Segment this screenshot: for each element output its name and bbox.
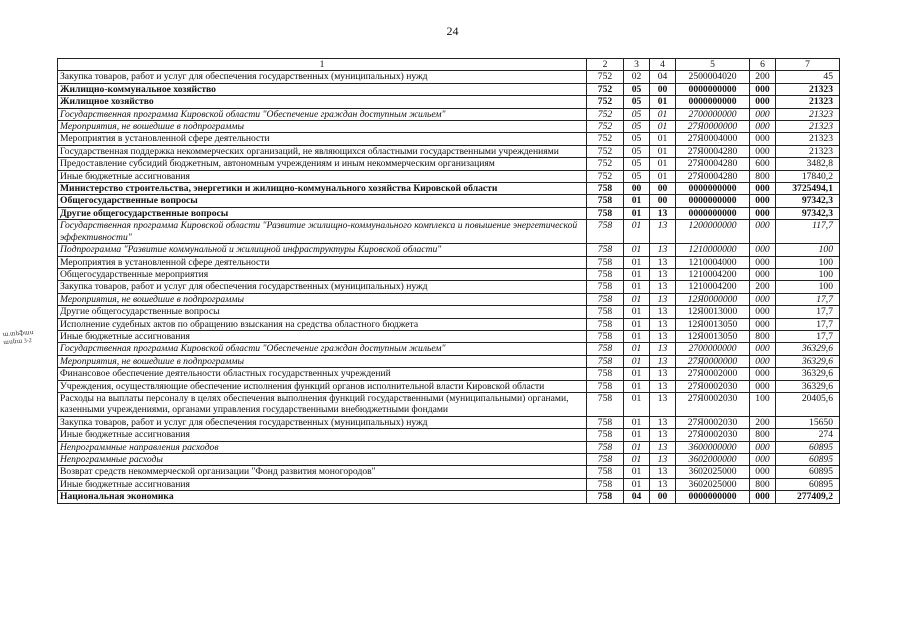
- subsection-code-cell: 13: [650, 478, 676, 490]
- column-header: 2: [587, 59, 624, 71]
- section-code-cell: 01: [624, 416, 650, 428]
- target-article-cell: 2500004020: [676, 71, 750, 83]
- target-article-cell: 12Я0013050: [676, 330, 750, 342]
- row-name-cell: Министерство строительства, энергетики и жилищно-коммунального хозяйства Кировской области: [58, 183, 587, 195]
- table-row: [58, 491, 840, 503]
- table-row: [58, 343, 840, 355]
- column-header: 5: [676, 59, 750, 71]
- amount-cell: 36329,6: [776, 368, 840, 380]
- expense-type-cell: 000: [750, 83, 776, 95]
- column-header: 3: [624, 59, 650, 71]
- table-row: [58, 318, 840, 330]
- subsection-code-cell: 13: [650, 380, 676, 392]
- target-article-cell: 3602025000: [676, 466, 750, 478]
- subsection-code-cell: 00: [650, 183, 676, 195]
- ministry-code-cell: 758: [587, 355, 624, 367]
- target-article-cell: 27Я0002000: [676, 368, 750, 380]
- subsection-code-cell: 01: [650, 121, 676, 133]
- section-code-cell: 01: [624, 466, 650, 478]
- amount-cell: 36329,6: [776, 343, 840, 355]
- amount-cell: 97342,3: [776, 195, 840, 207]
- section-code-cell: 01: [624, 268, 650, 280]
- expense-type-cell: 000: [750, 256, 776, 268]
- ministry-code-cell: 752: [587, 83, 624, 95]
- table-row: [58, 256, 840, 268]
- expense-type-cell: 800: [750, 170, 776, 182]
- table-row: [58, 478, 840, 490]
- row-name-cell: Мероприятия в установленной сфере деятельности: [58, 133, 587, 145]
- subsection-code-cell: 01: [650, 133, 676, 145]
- ministry-code-cell: 758: [587, 183, 624, 195]
- amount-cell: 21323: [776, 83, 840, 95]
- table-row: [58, 293, 840, 305]
- subsection-code-cell: 13: [650, 330, 676, 342]
- amount-cell: 60895: [776, 478, 840, 490]
- ministry-code-cell: 758: [587, 220, 624, 244]
- subsection-code-cell: 13: [650, 220, 676, 244]
- row-name-cell: Мероприятия, не вошедшие в подпрограммы: [58, 355, 587, 367]
- ministry-code-cell: 752: [587, 71, 624, 83]
- expense-type-cell: 000: [750, 121, 776, 133]
- target-article-cell: 1210004000: [676, 256, 750, 268]
- ministry-code-cell: 758: [587, 368, 624, 380]
- target-article-cell: 1210004200: [676, 281, 750, 293]
- target-article-cell: 27Я0004280: [676, 158, 750, 170]
- section-code-cell: 01: [624, 368, 650, 380]
- amount-cell: 17,7: [776, 306, 840, 318]
- column-header: 4: [650, 59, 676, 71]
- table-row: [58, 83, 840, 95]
- ministry-code-cell: 758: [587, 392, 624, 416]
- section-code-cell: 05: [624, 83, 650, 95]
- subsection-code-cell: 13: [650, 454, 676, 466]
- ministry-code-cell: 758: [587, 454, 624, 466]
- subsection-code-cell: 01: [650, 96, 676, 108]
- target-article-cell: 3600000000: [676, 441, 750, 453]
- table-row: [58, 441, 840, 453]
- subsection-code-cell: 13: [650, 318, 676, 330]
- target-article-cell: 0000000000: [676, 195, 750, 207]
- ministry-code-cell: 758: [587, 268, 624, 280]
- expense-type-cell: 200: [750, 71, 776, 83]
- expense-type-cell: 000: [750, 133, 776, 145]
- margin-note-line: ա.տեֆաս: [2, 329, 34, 339]
- column-header: 7: [776, 59, 840, 71]
- row-name-cell: Общегосударственные вопросы: [58, 195, 587, 207]
- row-name-cell: Подпрограмма "Развитие коммунальной и жилищной инфраструктуры Кировской области": [58, 244, 587, 256]
- amount-cell: 21323: [776, 145, 840, 157]
- header-row: [58, 59, 840, 71]
- row-name-cell: Исполнение судебных актов по обращению взыскания на средства областного бюджета: [58, 318, 587, 330]
- table-row: [58, 454, 840, 466]
- row-name-cell: Государственная программа Кировской области "Обеспечение граждан доступным жильем": [58, 343, 587, 355]
- section-code-cell: 01: [624, 244, 650, 256]
- table-row: [58, 392, 840, 416]
- section-code-cell: 01: [624, 355, 650, 367]
- target-article-cell: 3602000000: [676, 454, 750, 466]
- expense-type-cell: 000: [750, 195, 776, 207]
- expense-type-cell: 000: [750, 466, 776, 478]
- amount-cell: 21323: [776, 121, 840, 133]
- row-name-cell: Мероприятия, не вошедшие в подпрограммы: [58, 121, 587, 133]
- table-row: [58, 268, 840, 280]
- section-code-cell: 05: [624, 108, 650, 120]
- amount-cell: 17,7: [776, 330, 840, 342]
- table-row: [58, 108, 840, 120]
- expense-type-cell: 000: [750, 220, 776, 244]
- amount-cell: 100: [776, 268, 840, 280]
- target-article-cell: 0000000000: [676, 96, 750, 108]
- target-article-cell: 12Я0000000: [676, 293, 750, 305]
- expense-type-cell: 000: [750, 108, 776, 120]
- subsection-code-cell: 13: [650, 281, 676, 293]
- subsection-code-cell: 13: [650, 429, 676, 441]
- amount-cell: 60895: [776, 441, 840, 453]
- subsection-code-cell: 13: [650, 306, 676, 318]
- section-code-cell: 01: [624, 343, 650, 355]
- expense-type-cell: 800: [750, 478, 776, 490]
- expense-type-cell: 000: [750, 491, 776, 503]
- expense-type-cell: 600: [750, 158, 776, 170]
- row-name-cell: Финансовое обеспечение деятельности областных государственных учреждений: [58, 368, 587, 380]
- amount-cell: 274: [776, 429, 840, 441]
- row-name-cell: Закупка товаров, работ и услуг для обеспечения государственных (муниципальных) нужд: [58, 71, 587, 83]
- ministry-code-cell: 758: [587, 244, 624, 256]
- amount-cell: 20405,6: [776, 392, 840, 416]
- ministry-code-cell: 758: [587, 429, 624, 441]
- table-row: [58, 183, 840, 195]
- row-name-cell: Иные бюджетные ассигнования: [58, 478, 587, 490]
- section-code-cell: 00: [624, 183, 650, 195]
- expense-type-cell: 000: [750, 244, 776, 256]
- amount-cell: 17840,2: [776, 170, 840, 182]
- subsection-code-cell: 00: [650, 491, 676, 503]
- section-code-cell: 01: [624, 380, 650, 392]
- table-row: [58, 416, 840, 428]
- section-code-cell: 01: [624, 207, 650, 219]
- expense-type-cell: 000: [750, 183, 776, 195]
- amount-cell: 277409,2: [776, 491, 840, 503]
- row-name-cell: Расходы на выплаты персоналу в целях обеспечения выполнения функций государственными (муниципальными) органами, казенными учреждениями, органами управления государственными внебюджетными фондами: [58, 392, 587, 416]
- section-code-cell: 02: [624, 71, 650, 83]
- target-article-cell: 2700000000: [676, 108, 750, 120]
- expense-type-cell: 000: [750, 355, 776, 367]
- amount-cell: 21323: [776, 108, 840, 120]
- subsection-code-cell: 00: [650, 83, 676, 95]
- ministry-code-cell: 758: [587, 466, 624, 478]
- ministry-code-cell: 758: [587, 281, 624, 293]
- ministry-code-cell: 758: [587, 441, 624, 453]
- section-code-cell: 05: [624, 133, 650, 145]
- amount-cell: 97342,3: [776, 207, 840, 219]
- ministry-code-cell: 752: [587, 121, 624, 133]
- expense-type-cell: 000: [750, 343, 776, 355]
- section-code-cell: 05: [624, 145, 650, 157]
- target-article-cell: 0000000000: [676, 83, 750, 95]
- table-row: [58, 220, 840, 244]
- row-name-cell: Другие общегосударственные вопросы: [58, 207, 587, 219]
- subsection-code-cell: 01: [650, 170, 676, 182]
- target-article-cell: 3602025000: [676, 478, 750, 490]
- expense-type-cell: 800: [750, 429, 776, 441]
- ministry-code-cell: 752: [587, 96, 624, 108]
- amount-cell: 21323: [776, 96, 840, 108]
- row-name-cell: Иные бюджетные ассигнования: [58, 429, 587, 441]
- row-name-cell: Государственная поддержка некоммерческих организаций, не являющихся областными государственными учреждениями: [58, 145, 587, 157]
- section-code-cell: 01: [624, 220, 650, 244]
- amount-cell: 100: [776, 281, 840, 293]
- expense-type-cell: 000: [750, 380, 776, 392]
- target-article-cell: 12Я0013000: [676, 306, 750, 318]
- table-row: [58, 158, 840, 170]
- section-code-cell: 01: [624, 293, 650, 305]
- subsection-code-cell: 13: [650, 392, 676, 416]
- amount-cell: 15650: [776, 416, 840, 428]
- target-article-cell: 27Я0002030: [676, 429, 750, 441]
- section-code-cell: 01: [624, 429, 650, 441]
- table-row: [58, 96, 840, 108]
- section-code-cell: 04: [624, 491, 650, 503]
- row-name-cell: Иные бюджетные ассигнования: [58, 330, 587, 342]
- budget-table: [57, 58, 840, 504]
- ministry-code-cell: 752: [587, 108, 624, 120]
- table-row: [58, 195, 840, 207]
- ministry-code-cell: 758: [587, 256, 624, 268]
- table-row: [58, 170, 840, 182]
- amount-cell: 17,7: [776, 293, 840, 305]
- expense-type-cell: 000: [750, 96, 776, 108]
- ministry-code-cell: 758: [587, 491, 624, 503]
- amount-cell: 17,7: [776, 318, 840, 330]
- section-code-cell: 05: [624, 121, 650, 133]
- subsection-code-cell: 00: [650, 195, 676, 207]
- column-header: 1: [58, 59, 587, 71]
- ministry-code-cell: 752: [587, 158, 624, 170]
- section-code-cell: 01: [624, 256, 650, 268]
- section-code-cell: 01: [624, 306, 650, 318]
- target-article-cell: 0000000000: [676, 207, 750, 219]
- subsection-code-cell: 01: [650, 158, 676, 170]
- table-row: [58, 330, 840, 342]
- section-code-cell: 01: [624, 454, 650, 466]
- subsection-code-cell: 01: [650, 145, 676, 157]
- amount-cell: 36329,6: [776, 355, 840, 367]
- expense-type-cell: 000: [750, 145, 776, 157]
- section-code-cell: 01: [624, 330, 650, 342]
- ministry-code-cell: 758: [587, 380, 624, 392]
- target-article-cell: 0000000000: [676, 183, 750, 195]
- row-name-cell: Непрограммные направления расходов: [58, 441, 587, 453]
- target-article-cell: 12Я0013050: [676, 318, 750, 330]
- amount-cell: 60895: [776, 466, 840, 478]
- row-name-cell: Мероприятия в установленной сфере деятельности: [58, 256, 587, 268]
- amount-cell: 3482,8: [776, 158, 840, 170]
- amount-cell: 100: [776, 244, 840, 256]
- subsection-code-cell: 13: [650, 244, 676, 256]
- section-code-cell: 01: [624, 318, 650, 330]
- subsection-code-cell: 13: [650, 441, 676, 453]
- row-name-cell: Закупка товаров, работ и услуг для обеспечения государственных (муниципальных) нужд: [58, 416, 587, 428]
- row-name-cell: Государственная программа Кировской области "Обеспечение граждан доступным жильем": [58, 108, 587, 120]
- target-article-cell: 0000000000: [676, 491, 750, 503]
- table-row: [58, 145, 840, 157]
- ministry-code-cell: 758: [587, 416, 624, 428]
- table-row: [58, 133, 840, 145]
- target-article-cell: 27Я0002030: [676, 392, 750, 416]
- amount-cell: 100: [776, 256, 840, 268]
- subsection-code-cell: 13: [650, 466, 676, 478]
- table-row: [58, 207, 840, 219]
- row-name-cell: Жилищное хозяйство: [58, 96, 587, 108]
- row-name-cell: Возврат средств некоммерческой организации "Фонд развития моногородов": [58, 466, 587, 478]
- expense-type-cell: 000: [750, 268, 776, 280]
- target-article-cell: 27Я0000000: [676, 355, 750, 367]
- table-row: [58, 244, 840, 256]
- table-row: [58, 281, 840, 293]
- amount-cell: 60895: [776, 454, 840, 466]
- section-code-cell: 01: [624, 281, 650, 293]
- expense-type-cell: 000: [750, 441, 776, 453]
- target-article-cell: 1210000000: [676, 244, 750, 256]
- ministry-code-cell: 758: [587, 478, 624, 490]
- ministry-code-cell: 758: [587, 293, 624, 305]
- amount-cell: 36329,6: [776, 380, 840, 392]
- target-article-cell: 1210004200: [676, 268, 750, 280]
- section-code-cell: 05: [624, 170, 650, 182]
- ministry-code-cell: 758: [587, 318, 624, 330]
- expense-type-cell: 000: [750, 318, 776, 330]
- row-name-cell: Закупка товаров, работ и услуг для обеспечения государственных (муниципальных) нужд: [58, 281, 587, 293]
- row-name-cell: Иные бюджетные ассигнования: [58, 170, 587, 182]
- ministry-code-cell: 758: [587, 343, 624, 355]
- amount-cell: 117,7: [776, 220, 840, 244]
- target-article-cell: 27Я0002030: [676, 416, 750, 428]
- amount-cell: 45: [776, 71, 840, 83]
- ministry-code-cell: 758: [587, 306, 624, 318]
- subsection-code-cell: 13: [650, 355, 676, 367]
- expense-type-cell: 100: [750, 392, 776, 416]
- subsection-code-cell: 13: [650, 256, 676, 268]
- target-article-cell: 2700000000: [676, 343, 750, 355]
- page-number: 24: [446, 24, 459, 38]
- table-row: [58, 380, 840, 392]
- row-name-cell: Учреждения, осуществляющие обеспечение исполнения функций органов исполнительной власти Кировской области: [58, 380, 587, 392]
- expense-type-cell: 800: [750, 330, 776, 342]
- target-article-cell: 27Я0000000: [676, 121, 750, 133]
- subsection-code-cell: 13: [650, 268, 676, 280]
- expense-type-cell: 000: [750, 306, 776, 318]
- expense-type-cell: 000: [750, 293, 776, 305]
- section-code-cell: 05: [624, 96, 650, 108]
- expense-type-cell: 000: [750, 454, 776, 466]
- table-row: [58, 429, 840, 441]
- target-article-cell: 27Я0004280: [676, 170, 750, 182]
- subsection-code-cell: 01: [650, 108, 676, 120]
- table-row: [58, 121, 840, 133]
- subsection-code-cell: 04: [650, 71, 676, 83]
- ministry-code-cell: 758: [587, 207, 624, 219]
- expense-type-cell: 000: [750, 368, 776, 380]
- section-code-cell: 01: [624, 392, 650, 416]
- ministry-code-cell: 758: [587, 330, 624, 342]
- ministry-code-cell: 752: [587, 145, 624, 157]
- section-code-cell: 01: [624, 478, 650, 490]
- row-name-cell: Другие общегосударственные вопросы: [58, 306, 587, 318]
- row-name-cell: Национальная экономика: [58, 491, 587, 503]
- table-row: [58, 306, 840, 318]
- row-name-cell: Государственная программа Кировской области "Развитие жилищно-коммунального комплекса и повышение энергетической эффективности": [58, 220, 587, 244]
- row-name-cell: Мероприятия, не вошедшие в подпрограммы: [58, 293, 587, 305]
- target-article-cell: 27Я0004280: [676, 145, 750, 157]
- target-article-cell: 27Я0002030: [676, 380, 750, 392]
- expense-type-cell: 200: [750, 281, 776, 293]
- row-name-cell: Непрограммные расходы: [58, 454, 587, 466]
- row-name-cell: Жилищно-коммунальное хозяйство: [58, 83, 587, 95]
- amount-cell: 3725494,1: [776, 183, 840, 195]
- section-code-cell: 01: [624, 441, 650, 453]
- column-header: 6: [750, 59, 776, 71]
- margin-note-line: ասնա 3-2: [3, 338, 33, 347]
- subsection-code-cell: 13: [650, 368, 676, 380]
- table-row: [58, 368, 840, 380]
- ministry-code-cell: 752: [587, 133, 624, 145]
- expense-type-cell: 200: [750, 416, 776, 428]
- target-article-cell: 1200000000: [676, 220, 750, 244]
- margin-handwritten-note: [2, 329, 34, 347]
- amount-cell: 21323: [776, 133, 840, 145]
- subsection-code-cell: 13: [650, 207, 676, 219]
- row-name-cell: Общегосударственные мероприятия: [58, 268, 587, 280]
- section-code-cell: 01: [624, 195, 650, 207]
- ministry-code-cell: 758: [587, 195, 624, 207]
- subsection-code-cell: 13: [650, 293, 676, 305]
- table-row: [58, 355, 840, 367]
- expense-type-cell: 000: [750, 207, 776, 219]
- section-code-cell: 05: [624, 158, 650, 170]
- table-row: [58, 71, 840, 83]
- table-row: [58, 466, 840, 478]
- row-name-cell: Предоставление субсидий бюджетным, автономным учреждениям и иным некоммерческим организациям: [58, 158, 587, 170]
- subsection-code-cell: 13: [650, 416, 676, 428]
- ministry-code-cell: 752: [587, 170, 624, 182]
- subsection-code-cell: 13: [650, 343, 676, 355]
- target-article-cell: 27Я0004000: [676, 133, 750, 145]
